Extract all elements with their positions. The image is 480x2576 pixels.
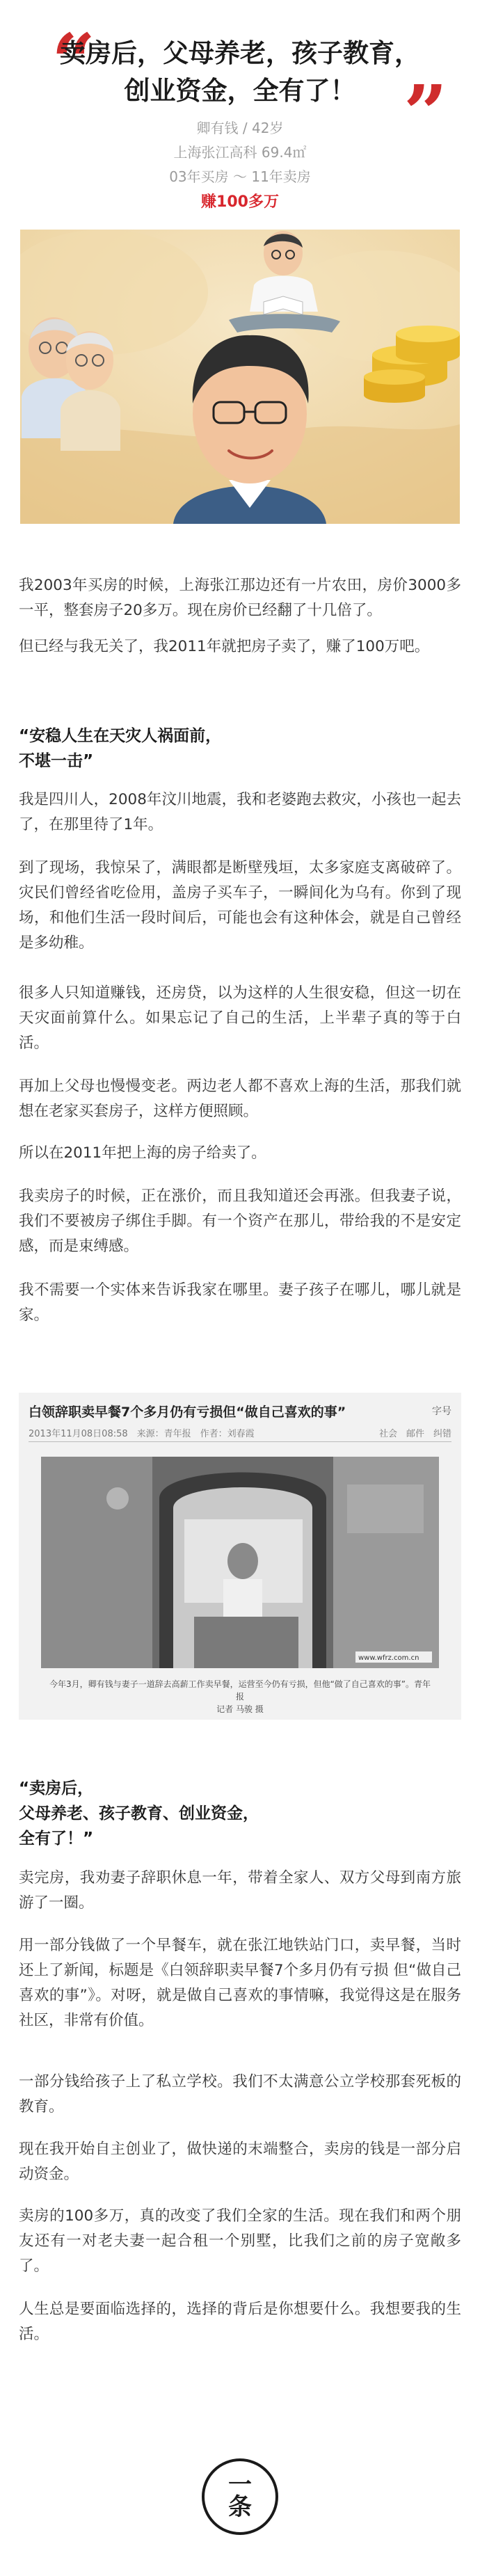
news-screenshot (19, 1393, 461, 1720)
title-line-1: 卖房后，父母养老，孩子教育， (60, 38, 420, 68)
photo-caption: 今年3月，卿有钱与妻子一道辞去高薪工作卖早餐，运营至今仍有亏损，但他“做了自己喜欢的事”。青年报 (49, 1679, 431, 1702)
news-headline: 白领辞职卖早餐7个多月仍有亏损但“做自己喜欢的事” (29, 1405, 346, 1420)
timeline-line: 03年买房 ～ 11年卖房 (169, 168, 311, 185)
yitiao-logo (202, 2458, 278, 2535)
logo-text (205, 2471, 275, 2521)
heading-line: 全有了！” (19, 1830, 94, 1848)
paragraph: 到了现场，我惊呆了，满眼都是断壁残垣，太多家庭支离破碎了。灾民们曾经省吃俭用，盖房子买车子，一瞬间化为乌有。你到了现场，和他们生活一段时间后，可能也会有这种体会，就是自己曾经是多幼稚。 (19, 859, 461, 952)
paragraph: 再加上父母也慢慢变老。两边老人都不喜欢上海的生活，那我们就想在老家买套房子，这样方便照顾。 (19, 1078, 461, 1120)
photo-watermark: www.wfrz.com.cn (358, 1654, 419, 1662)
illustration (20, 230, 460, 524)
logo-line-2: 条 (228, 2493, 252, 2521)
paragraph: 人生总是要面临选择的，选择的背后是你想要什么。我想要我的生活。 (19, 2301, 461, 2343)
news-tools: 社会 邮件 纠错 (378, 1429, 451, 1439)
paragraph: 我2003年买房的时候，上海张江那边还有一片农田，房价3000多一平，整套房子20多万。现在房价已经翻了十几倍了。 (19, 577, 461, 619)
heading-line: “卖房后， (19, 1779, 94, 1798)
paragraph: 卖房的100多万，真的改变了我们全家的生活。现在我们和两个朋友还有一对老夫妻一起合租一个别墅，比我们之前的房子宽敞多了。 (19, 2207, 461, 2275)
earned-line: 赚100多万 (201, 193, 279, 211)
article-title (0, 35, 480, 110)
heading-line: 不堪一击” (19, 752, 94, 770)
paragraph: 但已经与我无关了，我2011年就把房子卖了，赚了100万吧。 (19, 638, 430, 655)
heading-line: 父母养老、孩子教育、创业资金， (19, 1805, 259, 1823)
open-quote-icon: “ (51, 17, 96, 106)
photo-credit: 记者 马骏 摄 (216, 1704, 264, 1714)
divider (29, 1441, 451, 1442)
section-heading (19, 1776, 461, 1851)
font-size-label: 字号 (432, 1406, 451, 1417)
close-quote-icon: ” (403, 68, 448, 158)
paragraph: 卖完房，我劝妻子辞职休息一年，带着全家人、双方父母到南方旅游了一圈。 (19, 1869, 461, 1912)
section-heading (19, 723, 461, 774)
paragraph: 所以在2011年把上海的房子给卖了。 (19, 1144, 266, 1162)
paragraph: 我是四川人，2008年汶川地震，我和老婆跑去救灾，小孩也一起去了，在那里待了1年。 (19, 791, 461, 833)
news-date-line: 2013年11月08日08:58 来源：青年报 作者：刘春霞 (29, 1429, 255, 1439)
paragraph: 我不需要一个实体来告诉我家在哪里。妻子孩子在哪儿，哪儿就是家。 (19, 1281, 461, 1324)
paragraph: 一部分钱给孩子上了私立学校。我们不太满意公立学校那套死板的教育。 (19, 2073, 461, 2115)
title-line-2: 创业资金，全有了！ (124, 76, 356, 106)
author-line: 卿有钱 / 42岁 (196, 120, 284, 136)
heading-line: “安稳人生在天灾人祸面前， (19, 727, 222, 745)
location-line: 上海张江高科 69.4㎡ (173, 144, 307, 161)
paragraph: 用一部分钱做了一个早餐车，就在张江地铁站门口，卖早餐，当时还上了新闻，标题是《白领辞职卖早餐7个多月仍有亏损 但“做自己喜欢的事”》。对呀，就是做自己喜欢的事情嘛，我觉得这是在服务社区，非常有价值。 (19, 1937, 461, 2029)
paragraph: 我卖房子的时候，正在涨价，而且我知道还会再涨。但我妻子说，我们不要被房子绑住手脚。有一个资产在那儿，带给我的不是安定感，而是束缚感。 (19, 1187, 461, 1255)
paragraph: 现在我开始自主创业了，做快递的末端整合，卖房的钱是一部分启动资金。 (19, 2141, 461, 2183)
paragraph: 很多人只知道赚钱，还房贷，以为这样的人生很安稳，但这一切在天灾面前算什么。如果忘记了自己的生活，上半辈子真的等于白活。 (19, 984, 461, 1052)
logo-line-1: 一 (228, 2471, 252, 2499)
news-photo (41, 1457, 439, 1668)
